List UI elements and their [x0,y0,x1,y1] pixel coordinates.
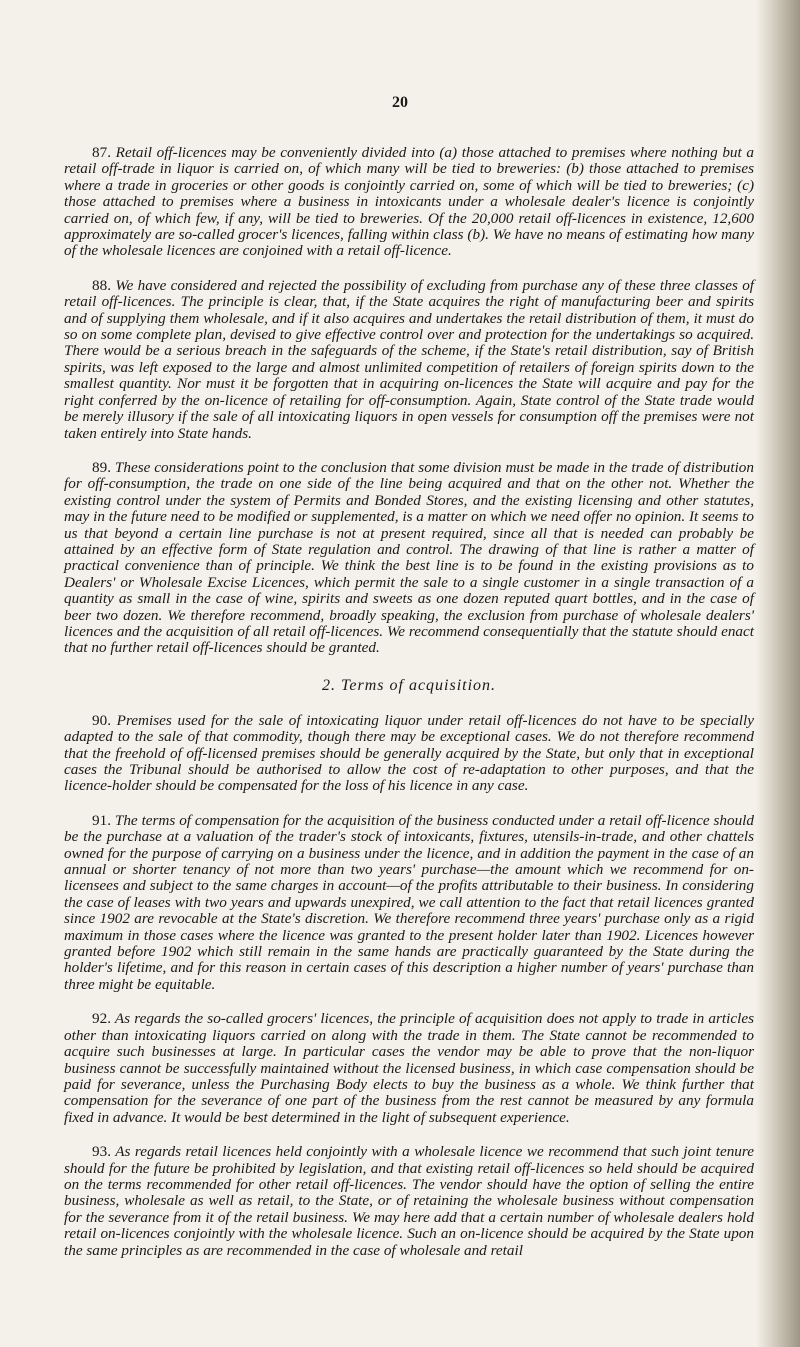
paragraph-number: 87. [92,144,111,161]
paragraph-text: Premises used for the sale of intoxicating liquor under retail off-licences do not have to be specially adapted to the sale of that commodity, though there may be exceptional cases. We do not therefore recommend that the freehold of off-licensed premises should be generally acquired by the State, but only that in exceptional cases the Tribunal should be authorised to allow the cost of re-adaptation to other purposes, and that the licence-holder should be compensated for the loss of his licence in any case. [64,711,754,795]
page-edge-shadow [756,0,800,1347]
paragraph-92 [64,1011,754,1126]
paragraph-number: 88. [92,276,111,294]
paragraph-88 [64,278,754,442]
paragraph-number: 90. [92,711,111,729]
paragraph-number: 89. [92,458,111,476]
paragraph-93 [64,1144,754,1259]
paragraph-87 [64,145,754,260]
page-number: 20 [392,94,408,111]
paragraph-text: These considerations point to the conclusion that some division must be made in the trade of distribution for off-consumption, the trade on one side of the line being acquired and that on the other not. Whether the existing control under the system of Permits and Bonded Stores, and the existing licensing and other statutes, may in the future need to be modified or supplemented, is a matter on which we need offer no opinion. It seems to us that beyond a certain line purchase is not at present required, since all that is needed can probably be attained by an effective form of State regulation and control. The drawing of that line is rather a matter of practical convenience than of principle. We think the best line is to be found in the existing provisions as to Dealers' or Wholesale Excise Licences, which permit the sale to a single customer in a single transaction of a quantity as small in the case of wine, spirits and sweets as one dozen reputed quart bottles, and in the case of beer two dozen. We therefore recommend, broadly speaking, the exclusion from purchase of wholesale dealers' licences and the acquisition of all retail off-licences. We recommend consequentially that the statute should enact that no further retail off-licences should be granted. [64,458,754,657]
paragraph-90 [64,713,754,795]
paragraph-number: 92. [92,1010,111,1028]
paragraph-text: As regards the so-called grocers' licences, the principle of acquisition does not apply to trade in articles other than intoxicating liquors carried on along with the trade in them. The State cannot be recommended to acquire such businesses at large. In particular cases the vendor may be able to prove that the non-liquor business cannot be successfully maintained without the licensed business, in which case compensation should be paid for severance, unless the Purchasing Body elects to buy the business as a whole. We think further that compensation for the severance of one part of the business from the rest cannot be measured by any formula fixed in advance. It would be best determined in the light of subsequent experience. [64,1010,754,1126]
paragraph-89 [64,460,754,657]
paragraph-text: We have considered and rejected the possibility of excluding from purchase any of these three classes of retail off-licences. The principle is clear, that, if the State acquires the right of manufacturing beer and spirits and of supplying them wholesale, and if it also acquires and undertakes the retail distribution of them, it must do so on some complete plan, devised to give effective control over and protection for the undertakings so acquired. There would be a serious breach in the safeguards of the scheme, if the State's retail distribution, say of British spirits, was left exposed to the large and almost unlimited competition of retailers of foreign spirits down to the smallest quantity. Nor must it be forgotten that in acquiring on-licences the State will acquire and pay for the right conferred by the on-licence of retailing for off-consumption. Again, State control of the State trade would be merely illusory if the sale of all intoxicating liquors in open vessels for consumption off the premises were not taken entirely into State hands. [64,276,755,442]
paragraph-text: Retail off-licences may be conveniently divided into (a) those attached to premises where nothing but a retail off-trade in liquor is carried on, of which many will be tied to breweries: (b) those attached to premises where a trade in groceries or other goods is conjointly carried on, some of which will be tied to breweries; (c) those attached to premises where a business in intoxicants under a wholesale dealer's licence is conjointly carried on, of which few, if any, will be tied to breweries. Of the 20,000 retail off-licences in existence, 12,600 approximately are so-called grocer's licences, falling within class (b). We have no means of estimating how many of the wholesale licences are conjoined with a retail off-licence. [64,144,755,260]
section-heading: 2. Terms of acquisition. [321,676,497,694]
paragraph-number: 93. [92,1143,111,1161]
paragraph-number: 91. [92,811,111,829]
paragraph-text: As regards retail licences held conjointly with a wholesale licence we recommend that such joint tenure should for the future be prohibited by legislation, and that existing retail off-licences so held should be acquired on the terms recommended for other retail off-licences. The vendor should have the option of selling the entire business, wholesale as well as retail, to the State, or of retaining the wholesale business without compensation for the severance from it of the retail business. We may here add that a certain number of wholesale dealers hold retail on-licences conjointly with the wholesale licence. Such an on-licence should be acquired by the State upon the same principles as are recommended in the case of wholesale and retail [64,1143,754,1259]
paragraph-91 [64,813,754,993]
paragraph-text: The terms of compensation for the acquisition of the business conducted under a retail off-licence should be the purchase at a valuation of the trader's stock of intoxicants, fixtures, utensils-in-trade, and other chattels owned for the purpose of carrying on a business under the licence, and in addition the payment in the case of an annual or shorter tenancy of not more than two years' purchase—the amount which we recommend for on-licensees and subject to the same charges in account—of the profits attributable to their business. In considering the case of leases with two years and upwards unexpired, we call attention to the fact that retail licences granted since 1902 are revocable at the State's discretion. We therefore recommend three years' purchase only as a rigid maximum in those cases where the licence was granted to the present holder later than 1902. Licences however granted before 1902 which still remain in the same hands are practically guaranteed by the State during the holder's lifetime, and for this reason in certain cases of this description a higher number of years' purchase than three might be equitable. [64,811,755,993]
body-text [64,145,754,1277]
